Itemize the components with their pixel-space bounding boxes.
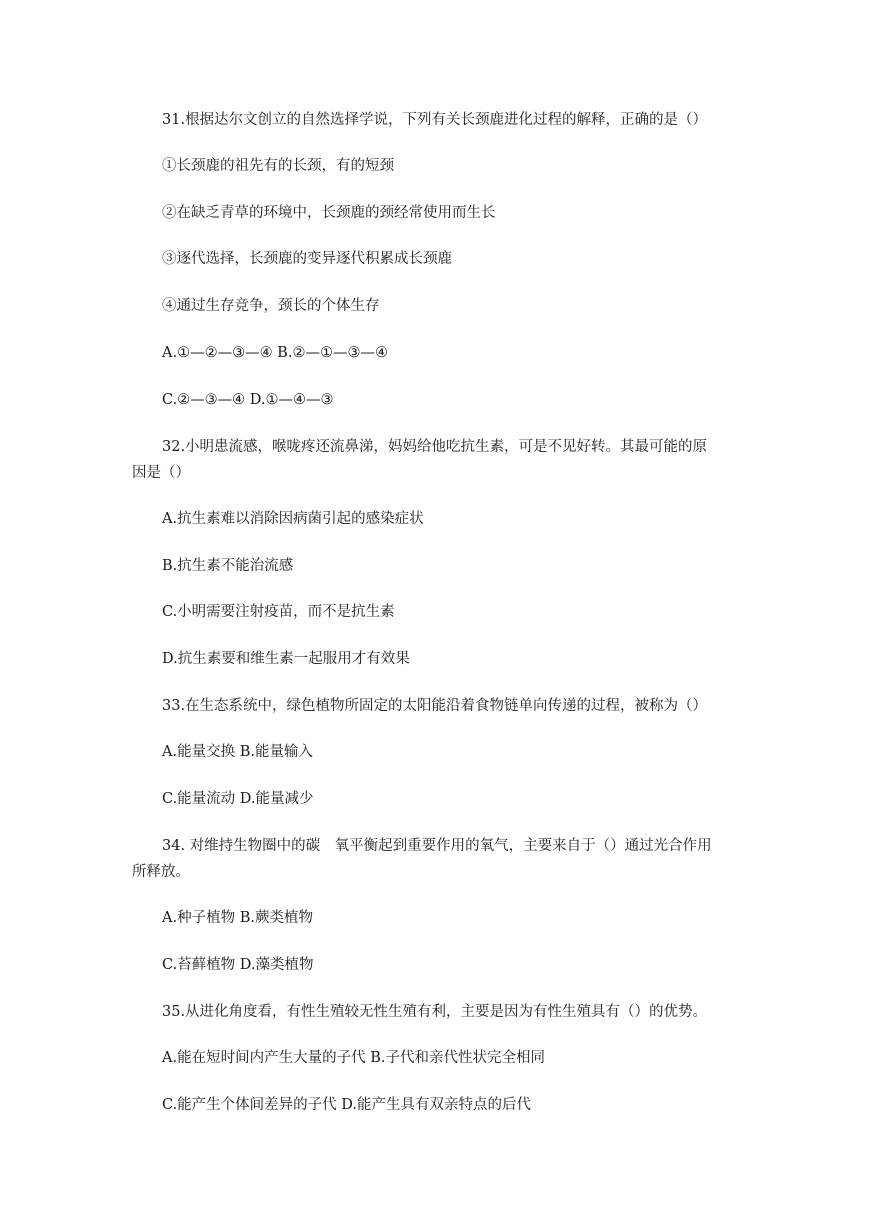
- question-32-stem: 32.小明患流感，喉咙疼还流鼻涕，妈妈给他吃抗生素，可是不见好转。其最可能的原: [162, 439, 708, 455]
- question-31-statement-2: ②在缺乏青草的环境中，长颈鹿的颈经常使用而生长: [162, 205, 496, 221]
- question-35-stem: 35.从进化角度看，有性生殖较无性生殖有利，主要是因为有性生殖具有（）的优势。: [162, 1004, 708, 1020]
- question-31-options-ab: A.①—②—③—④ B.②—①—③—④: [162, 345, 388, 361]
- question-35-options-cd: C.能产生个体间差异的子代 D.能产生具有双亲特点的后代: [162, 1097, 532, 1113]
- question-33-options-cd: C.能量流动 D.能量减少: [162, 791, 314, 807]
- question-33-options-ab: A.能量交换 B.能量输入: [162, 744, 313, 760]
- question-33-stem: 33.在生态系统中，绿色植物所固定的太阳能沿着食物链单向传递的过程，被称为（）: [162, 698, 708, 714]
- question-34-stem-continued: 所释放。: [132, 864, 190, 880]
- question-32-option-d: D.抗生素要和维生素一起服用才有效果: [162, 651, 410, 667]
- question-31-stem: 31.根据达尔文创立的自然选择学说，下列有关长颈鹿进化过程的解释，正确的是（）: [162, 112, 708, 128]
- question-31-statement-3: ③逐代选择，长颈鹿的变异逐代积累成长颈鹿: [162, 251, 452, 267]
- question-35-options-ab: A.能在短时间内产生大量的子代 B.子代和亲代性状完全相同: [162, 1050, 545, 1066]
- question-31-statement-4: ④通过生存竞争，颈长的个体生存: [162, 298, 380, 314]
- question-31-options-cd: C.②—③—④ D.①—④—③: [162, 392, 334, 408]
- question-32-option-a: A.抗生素难以消除因病菌引起的感染症状: [162, 511, 424, 527]
- question-31-statement-1: ①长颈鹿的祖先有的长颈，有的短颈: [162, 158, 394, 174]
- question-32-stem-continued: 因是（）: [132, 465, 190, 481]
- question-34-options-ab: A.种子植物 B.蕨类植物: [162, 910, 313, 926]
- question-32-option-b: B.抗生素不能治流感: [162, 558, 294, 574]
- question-34-options-cd: C.苔藓植物 D.藻类植物: [162, 957, 314, 973]
- question-34-stem: 34. 对维持生物圈中的碳 氧平衡起到重要作用的氧气，主要来自于（）通过光合作用: [162, 838, 712, 854]
- question-32-option-c: C.小明需要注射疫苗，而不是抗生素: [162, 604, 395, 620]
